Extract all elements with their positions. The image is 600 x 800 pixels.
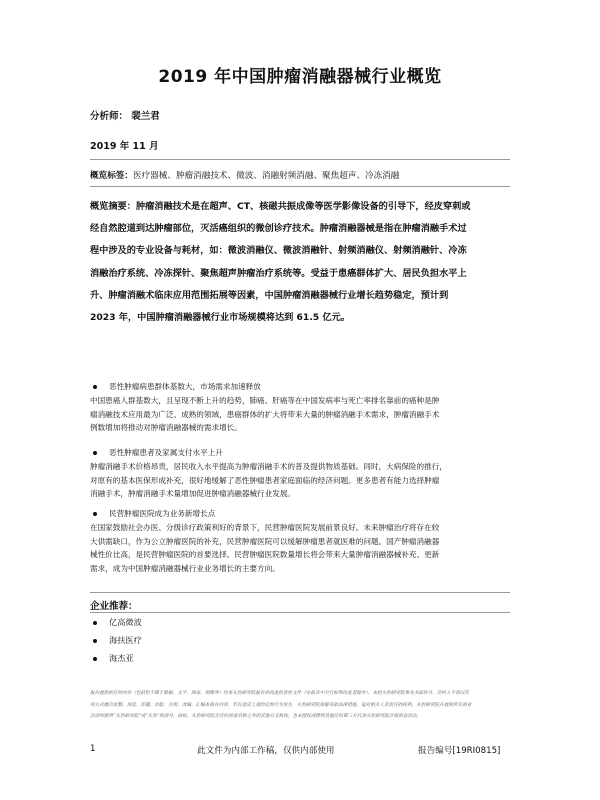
tags-label: 概览标签： [90,171,133,181]
section-paragraph [90,394,512,435]
company-name: 海扶医疗 [109,635,142,645]
report-date: 2019 年 11 月 [90,141,159,152]
paragraph-line: 例数增加将推动对肿瘤消融器械的需求增长。 [90,423,242,433]
paragraph-line: 需求，成为中国肿瘤消融器械行业业务增长的主要方向。 [90,563,280,573]
abstract-line: 消融治疗系统、冷冻探针、聚焦超声肿瘤治疗系统等。受益于患癌群体扩大、居民负担水平上 [90,267,467,279]
recommend-heading: 企业推荐： [90,601,138,612]
paragraph-line: 消融手术，肿瘤消融手术量增加促进肿瘤消融器械行业发展。 [90,489,296,499]
report-number: 报告编号[19RI0815] [418,746,501,756]
disclaimer-line: 报告提供的任何内容（包括但不限于数据、文字、图表、图像等）均系头豹研究院独有的高度机密性文件（在报告中另行标明出处者除外）。未经头豹研究院事先书面许可，任何人不得以任 [90,691,469,696]
paragraph-line: 中国患癌人群基数大，且呈现不断上升的趋势，肺癌、肝癌等在中国发病率与死亡率排名靠前的癌种是肿 [90,396,440,405]
disclaimer-line: 何方式擅自复制、再造、传播、出版、引用、改编、汇编本报告内容，若有违反上述约定的行为发生，头豹研究院保留采取法律措施，追究相关人员责任的权利。头豹研究院开展的所有商业 [90,702,472,708]
section-heading [93,447,223,458]
paragraph-line: 对原有的基本医保形成补充，很好地缓解了恶性肿瘤患者家庭面临的经济问题。更多患者有能力选择肿瘤 [90,475,440,485]
company-item [93,635,142,646]
abstract-line: 概览摘要：肿瘤消融技术是在超声、CT、核磁共振成像等医学影像设备的引导下，经皮穿刺或 [90,201,471,212]
disclaimer [90,688,514,723]
bullet-icon [93,512,97,516]
divider [90,592,510,593]
bullet-icon [93,451,97,455]
internal-notice: 此文件为内部工作稿，仅供内部使用 [197,746,335,756]
bullet-icon [93,621,97,625]
overview-abstract [90,196,512,329]
abstract-line: 程中涉及的专业设备与耗材，如：微波消融仪、微波消融针、射频消融仪、射频消融针、冷冻 [90,245,467,257]
company-name: 亿高微波 [109,617,142,627]
section-paragraph [90,460,512,501]
company-item [93,653,134,664]
paragraph-line: 大供需缺口，作为公立肿瘤医院的补充，民营肿瘤医院可以缓解肿瘤患者就医难的问题。国产肿瘤消融器 [90,536,440,546]
section-heading-text: 民营肿瘤医院成为业务新增长点 [109,509,216,518]
section-paragraph [90,521,512,575]
overview-tags [90,169,399,181]
abstract-line: 升、肿瘤消融术临床应用范围拓展等因素，中国肿瘤消融器械行业增长趋势稳定，预计到 [90,289,449,301]
section-heading-text: 恶性肿瘤患者及家属支付水平上升 [109,448,223,457]
disclaimer-line: 活动均使用“头豹研究院”或“头豹”的商号、商标，头豹研究院无任何前述名称之外的其他分支机构，也未授权或聘用其他任何第三方代表头豹研究院开展商业活动。 [90,714,422,719]
paragraph-line: 瘤消融技术应用最为广泛、成熟的领域，患癌群体的扩大将带来大量的肿瘤消融手术需求，肿瘤消融手术 [90,409,440,419]
paragraph-line: 肿瘤消融手术价格昂贵，居民收入水平提高为肿瘤消融手术的普及提供物质基础。同时，大病保险的推行， [90,462,447,471]
bullet-icon [93,657,97,661]
tags-text: 医疗器械、肿瘤消融技术、微波、消融射频消融、聚焦超声、冷冻消融 [132,171,400,181]
bullet-icon [93,385,97,389]
page-number: 1 [90,744,96,754]
divider [90,159,510,160]
section-heading-text: 恶性肿瘤病患群体基数大，市场需求加速释放 [109,382,261,391]
section-heading [93,381,261,392]
section-heading [93,508,215,519]
abstract-line: 经自然腔道到达肿瘤部位，灭活癌组织的微创诊疗技术。肿瘤消融器械是指在肿瘤消融手术过 [90,223,467,235]
abstract-line: 2023 年，中国肿瘤消融器械行业市场规模将达到 61.5 亿元。 [90,312,350,324]
bullet-icon [93,639,97,643]
divider [90,186,510,187]
company-name: 海杰亚 [109,653,134,663]
report-title: 2019 年中国肿瘤消融器械行业概览 [158,67,442,87]
paragraph-line: 在国家鼓励社会办医、分级诊疗政策利好的背景下，民营肿瘤医院发展前景良好。未来肿瘤治疗将存在较 [90,523,440,532]
paragraph-line: 械性价比高，是民营肿瘤医院的首要选择。民营肿瘤医院数量增长将会带来大量肿瘤消融器械补充、更新 [90,550,440,560]
company-item [93,617,142,628]
analyst-line: 分析师： 裴兰君 [90,111,160,122]
divider [90,612,510,613]
